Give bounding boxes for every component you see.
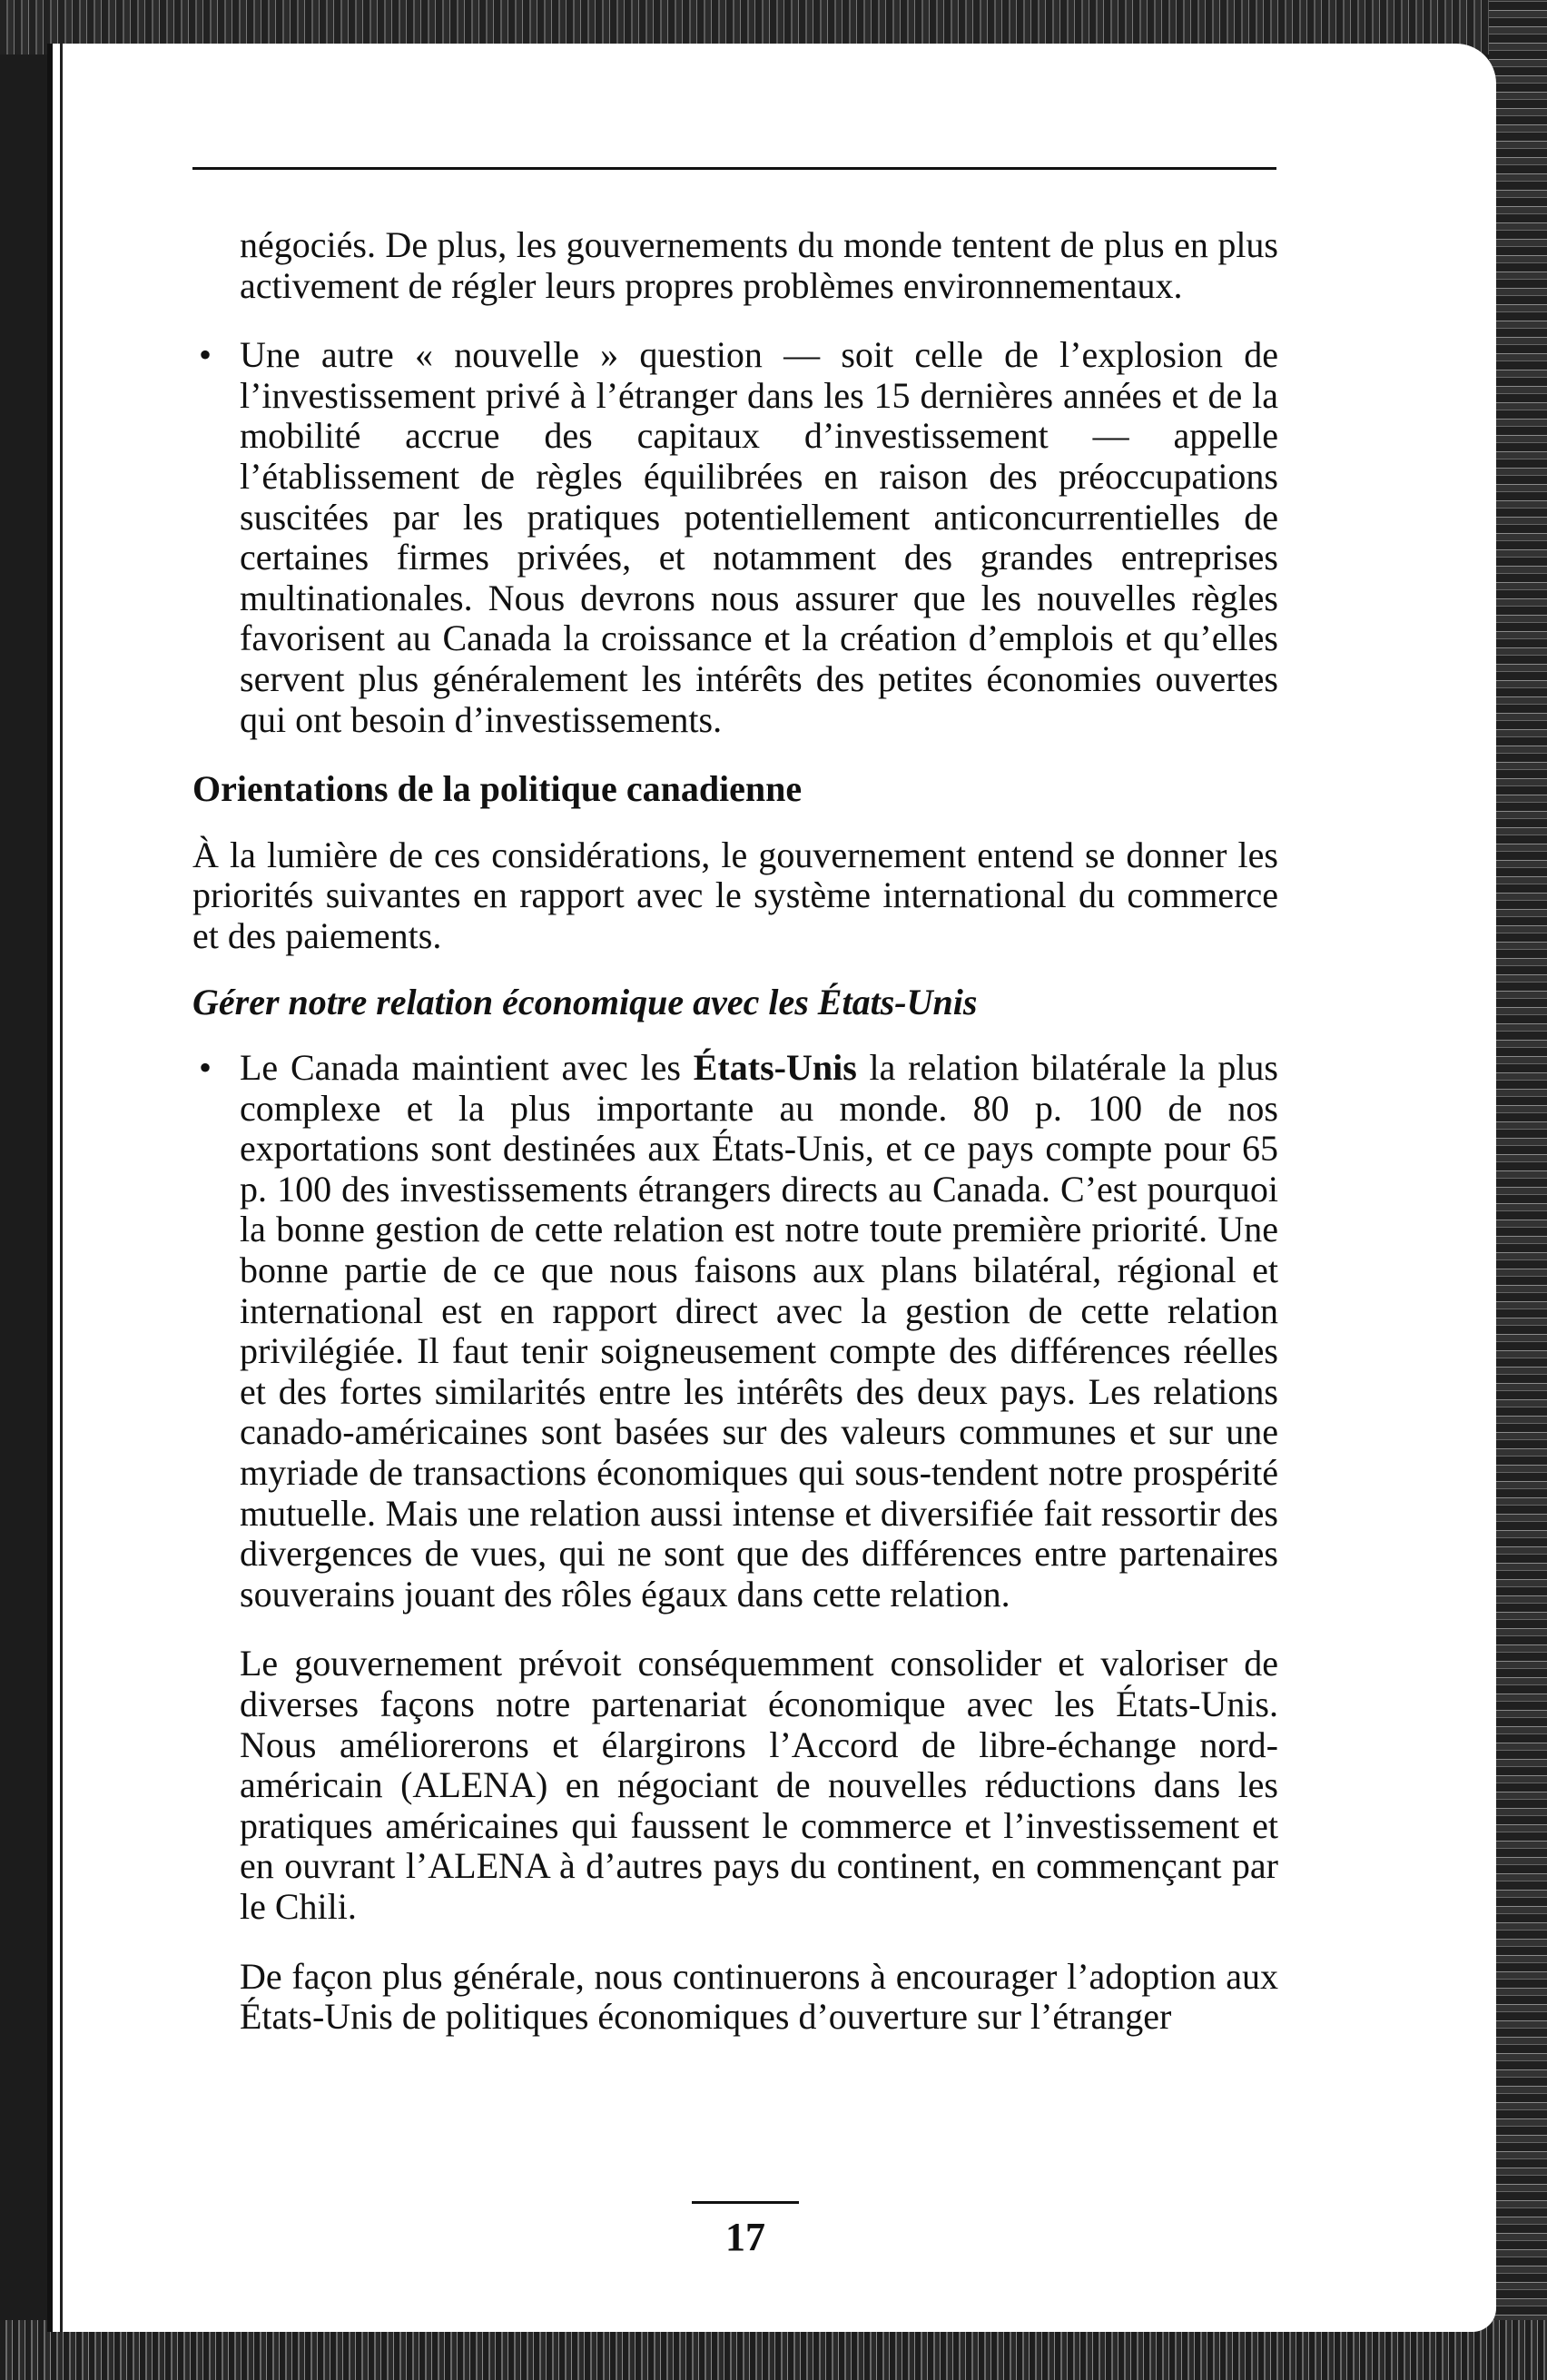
paragraph-partnership: Le gouvernement prévoit conséquemment consolider et valoriser de diverses façons notre partenariat économique avec les États-Unis. Nous améliorerons et élargirons l’Accord de libre-échange nord-américain (ALENA) en négociant de nouvelles réductions dans les pratiques américaines qui faussent le commerce et l’investissement et en ouvrant l’ALENA à d’autres pays du continent, en commençant par le Chili. bbox=[240, 1643, 1278, 1927]
spacer bbox=[192, 306, 1278, 335]
scan-edge-right bbox=[1489, 0, 1547, 2380]
bullet-text-bold: États-Unis bbox=[693, 1047, 857, 1089]
bullet-item-investment bbox=[198, 334, 1278, 740]
header-rule bbox=[192, 167, 1276, 170]
bullet-text: Une autre « nouvelle » question — soit celle de l’explosion de l’investissement privé à l’étranger dans les 15 dernières années et de la mobilité accrue des capitaux d’investissement — appelle l’établissement de règles équilibrées en raison des préoccupations suscitées par les pratiques potentiellement anticoncurrentielles de certaines firmes privées, et notamment des grandes entreprises multinationales. Nous devrons nous assurer que les nouvelles règles favorisent au Canada la croissance et la création d’emplois et qu’elles servent plus généralement les intérêts des petites économies ouvertes qui ont besoin d’investissements. bbox=[240, 334, 1278, 740]
bullet-item-us-relation bbox=[198, 1047, 1278, 1615]
page-number: 17 bbox=[725, 2215, 765, 2259]
binding-edge-inner bbox=[60, 44, 63, 2332]
paragraph-priorities: À la lumière de ces considérations, le gouvernement entend se donner les priorités suivantes en rapport avec le système international du commerce et des paiements. bbox=[192, 834, 1278, 956]
bullet-text-post: la relation bilatérale la plus complexe et la plus importante au monde. 80 p. 100 de nos exportations sont destinées aux États-Unis, et ce pays compte pour 65 p. 100 des investissements étrangers directs au Canada. C’est pourquoi la bonne gestion de cette relation est notre toute première priorité. Une bonne partie de ce que nous faisons aux plans bilatéral, régional et international est en rapport direct avec la gestion de cette relation privilégiée. Il faut tenir soigneusement compte des différences réelles et des fortes similarités entre les intérêts des deux pays. Les relations canado-américaines sont basées sur des valeurs communes et sur une myriade de transactions économiques qui sous-tendent notre prospérité mutuelle. Mais une relation aussi intense et diversifiée fait ressortir des divergences de vues, qui ne sont que des différences entre partenaires souverains jouant des rôles égaux dans cette relation. bbox=[240, 1047, 1278, 1615]
footer-rule bbox=[692, 2201, 799, 2204]
binding-edge bbox=[47, 44, 53, 2332]
bullet-text-pre: Le Canada maintient avec les bbox=[240, 1047, 694, 1089]
spacer bbox=[192, 957, 1278, 983]
paragraph-continuation: négociés. De plus, les gouvernements du monde tentent de plus en plus activement de régler leurs propres problèmes environnementaux. bbox=[240, 224, 1278, 306]
subsection-heading: Gérer notre relation économique avec les États-Unis bbox=[192, 981, 978, 1022]
spacer bbox=[192, 1928, 1278, 1957]
bullet-icon: • bbox=[198, 1047, 212, 1089]
section-heading: Orientations de la politique canadienne bbox=[192, 768, 803, 810]
spacer bbox=[192, 740, 1278, 769]
page-content bbox=[192, 225, 1278, 2038]
bullet-icon: • bbox=[198, 334, 212, 376]
spacer bbox=[192, 810, 1278, 835]
spacer bbox=[192, 1615, 1278, 1644]
paragraph-openness: De façon plus générale, nous continuerons à encourager l’adoption aux États-Unis de politiques économiques d’ouverture sur l’étranger bbox=[240, 1955, 1278, 2038]
spacer bbox=[192, 1022, 1278, 1048]
